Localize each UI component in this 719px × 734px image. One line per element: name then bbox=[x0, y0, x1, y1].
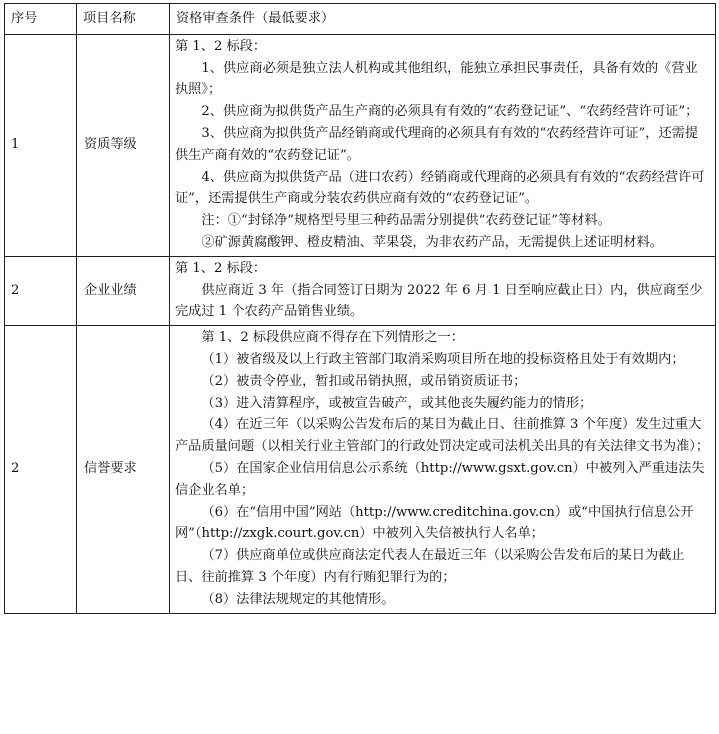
row-item-name: 信誉要求 bbox=[77, 326, 170, 613]
requirement-note: ②矿源黄腐酸钾、橙皮精油、苹果袋，为非农药产品，无需提供上述证明材料。 bbox=[201, 234, 663, 250]
row-requirements bbox=[170, 256, 716, 325]
requirement-line: 第 1、2 标段： bbox=[175, 38, 267, 54]
header-name: 项目名称 bbox=[77, 4, 170, 35]
header-no: 序号 bbox=[5, 4, 77, 35]
requirement-line: （6）在“信用中国”网站（http://www.creditchina.gov.cn）或“中国执行信息公开网”（http://zxgk.court.gov.cn）中被列入失信被执行人名单； bbox=[175, 504, 694, 542]
header-requirement: 资格审查条件（最低要求） bbox=[170, 4, 716, 35]
requirement-note: 注：①“封铩净”规格型号里三种药品需分别提供“农药登记证”等材料。 bbox=[201, 213, 611, 229]
requirement-line: 供应商近 3 年（指合同签订日期为 2022 年 6 月 1 日至响应截止日）内，供应商至少完成过 1 个农药产品销售业绩。 bbox=[175, 282, 703, 320]
requirement-line: 2、供应商为拟供货产品生产商的必须具有有效的“农药登记证”、“农药经营许可证”； bbox=[201, 104, 699, 120]
table-row bbox=[5, 256, 716, 325]
requirement-line: 4、供应商为拟供货产品（进口农药）经销商或代理商的必须具有有效的“农药经营许可证”，还需提供生产商或分装农药供应商有效的“农药登记证”。 bbox=[175, 169, 705, 207]
requirement-line: （5）在国家企业信用信息公示系统（http://www.gsxt.gov.cn）中被列入严重违法失信企业名单； bbox=[175, 460, 705, 498]
requirement-line: （8）法律法规规定的其他情形。 bbox=[201, 591, 395, 607]
row-number: 2 bbox=[5, 326, 77, 613]
requirement-line: 1、供应商必须是独立法人机构或其他组织，能独立承担民事责任，具备有效的《营业执照》； bbox=[175, 60, 698, 98]
row-requirements bbox=[170, 326, 716, 613]
requirement-line: （7）供应商单位或供应商法定代表人在最近三年（以采购公告发布后的某日为截止日、往前推算 3 个年度）内有行贿犯罪行为的； bbox=[175, 548, 685, 585]
qualification-table bbox=[4, 3, 716, 614]
requirement-line: 3、供应商为拟供货产品经销商或代理商的必须具有有效的“农药经营许可证”，还需提供生产商有效的“农药登记证”。 bbox=[175, 125, 699, 163]
requirement-line: （4）在近三年（以采购公告发布后的某日为截止日、往前推算 3 个年度）发生过重大产品质量问题（以相关行业主管部门的行政处罚决定或司法机关出具的有关法律文书为准）； bbox=[175, 417, 710, 455]
row-number: 2 bbox=[5, 256, 77, 325]
requirement-line: 第 1、2 标段： bbox=[175, 260, 267, 276]
requirement-line: 第 1、2 标段供应商不得存在下列情形之一： bbox=[201, 330, 464, 346]
requirement-line: （1）被省级及以上行政主管部门取消采购项目所在地的投标资格且处于有效期内； bbox=[201, 351, 685, 367]
header-row bbox=[5, 4, 716, 35]
requirement-line: （3）进入清算程序，或被宣告破产，或其他丧失履约能力的情形； bbox=[201, 395, 593, 411]
row-requirements bbox=[170, 34, 716, 256]
table-row bbox=[5, 34, 716, 256]
table-row bbox=[5, 326, 716, 613]
row-item-name: 资质等级 bbox=[77, 34, 170, 256]
requirement-line: （2）被责令停业，暂扣或吊销执照，或吊销资质证书； bbox=[201, 373, 527, 389]
row-item-name: 企业业绩 bbox=[77, 256, 170, 325]
row-number: 1 bbox=[5, 34, 77, 256]
